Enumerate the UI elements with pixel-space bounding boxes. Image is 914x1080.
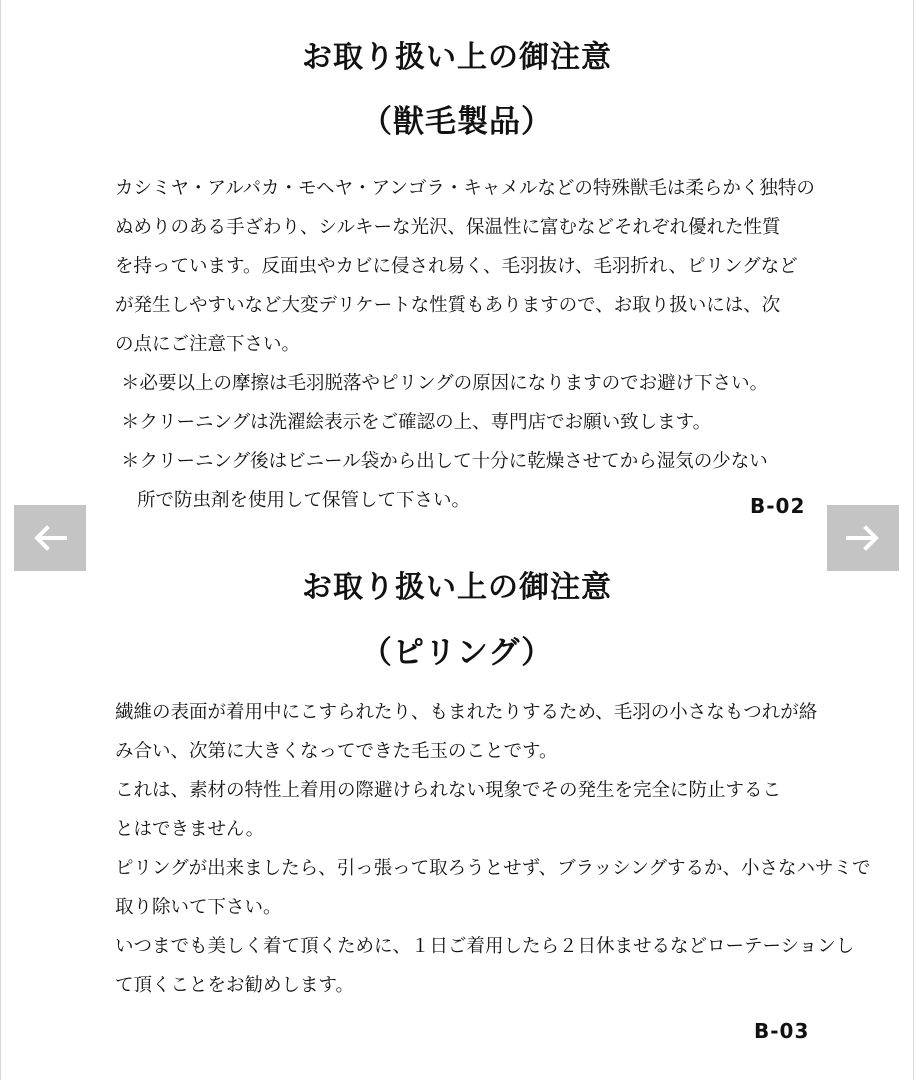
- next-button[interactable]: [827, 505, 899, 571]
- section1-title: お取り扱い上の御注意: [302, 40, 612, 75]
- section1-bullet: ＊クリーニング後はビニール袋から出して十分に乾燥させてから湿気の少ない: [121, 451, 768, 472]
- section1-subtitle: （獣毛製品）: [361, 104, 553, 140]
- section2-line: いつまでも美しく着て頂くために、１日ご着用したら２日休ませるなどローテーションし: [115, 936, 855, 957]
- section1-body: [115, 169, 827, 520]
- frame-border-left: [0, 0, 1, 1080]
- section2-line: ピリングが出来ましたら、引っ張って取ろうとせず、ブラッシングするか、小さなハサミで: [115, 858, 871, 879]
- section1-code: B-02: [750, 494, 806, 518]
- section1-bullet: ＊必要以上の摩擦は毛羽脱落やピリングの原因になりますのでお避け下さい。: [121, 373, 769, 394]
- section1-line: が発生しやすいなど大変デリケートな性質もありますので、お取り扱いには、次: [115, 295, 781, 316]
- prev-button[interactable]: [14, 505, 86, 571]
- section2-code: B-03: [754, 1019, 810, 1043]
- section2-subtitle: （ピリング）: [360, 635, 554, 671]
- section1-bullet: ＊クリーニングは洗濯絵表示をご確認の上、専門店でお願い致します。: [121, 412, 712, 433]
- section1-line: ぬめりのある手ざわり、シルキーな光沢、保温性に富むなどそれぞれ優れた性質: [115, 217, 781, 238]
- section2-title: お取り扱い上の御注意: [302, 570, 612, 605]
- section2-line: これは、素材の特性上着用の際避けられない現象でその発生を完全に防止するこ: [115, 780, 782, 801]
- section2-line: 取り除いて下さい。: [115, 897, 282, 918]
- section1-bullet-continuation: 所で防虫剤を使用して保管して下さい。: [137, 490, 471, 511]
- section2-line: とはできません。: [115, 819, 265, 840]
- section2-line: み合い、次第に大きくなってできた毛玉のことです。: [115, 741, 558, 762]
- section1-line: を持っています。反面虫やカビに侵され易く、毛羽抜け、毛羽折れ、ピリングなど: [115, 256, 798, 277]
- section2-line: 繊維の表面が着用中にこすられたり、もまれたりするため、毛羽の小さなもつれが絡: [115, 702, 818, 723]
- arrow-left-icon: [33, 525, 67, 551]
- section1-line: カシミヤ・アルパカ・モヘヤ・アンゴラ・キャメルなどの特殊獣毛は柔らかく独特の: [115, 178, 815, 199]
- section2-line: て頂くことをお勧めします。: [115, 975, 355, 996]
- section2-body: [115, 693, 871, 1005]
- arrow-right-icon: [846, 525, 880, 551]
- section1-line: の点にご注意下さい。: [115, 334, 301, 355]
